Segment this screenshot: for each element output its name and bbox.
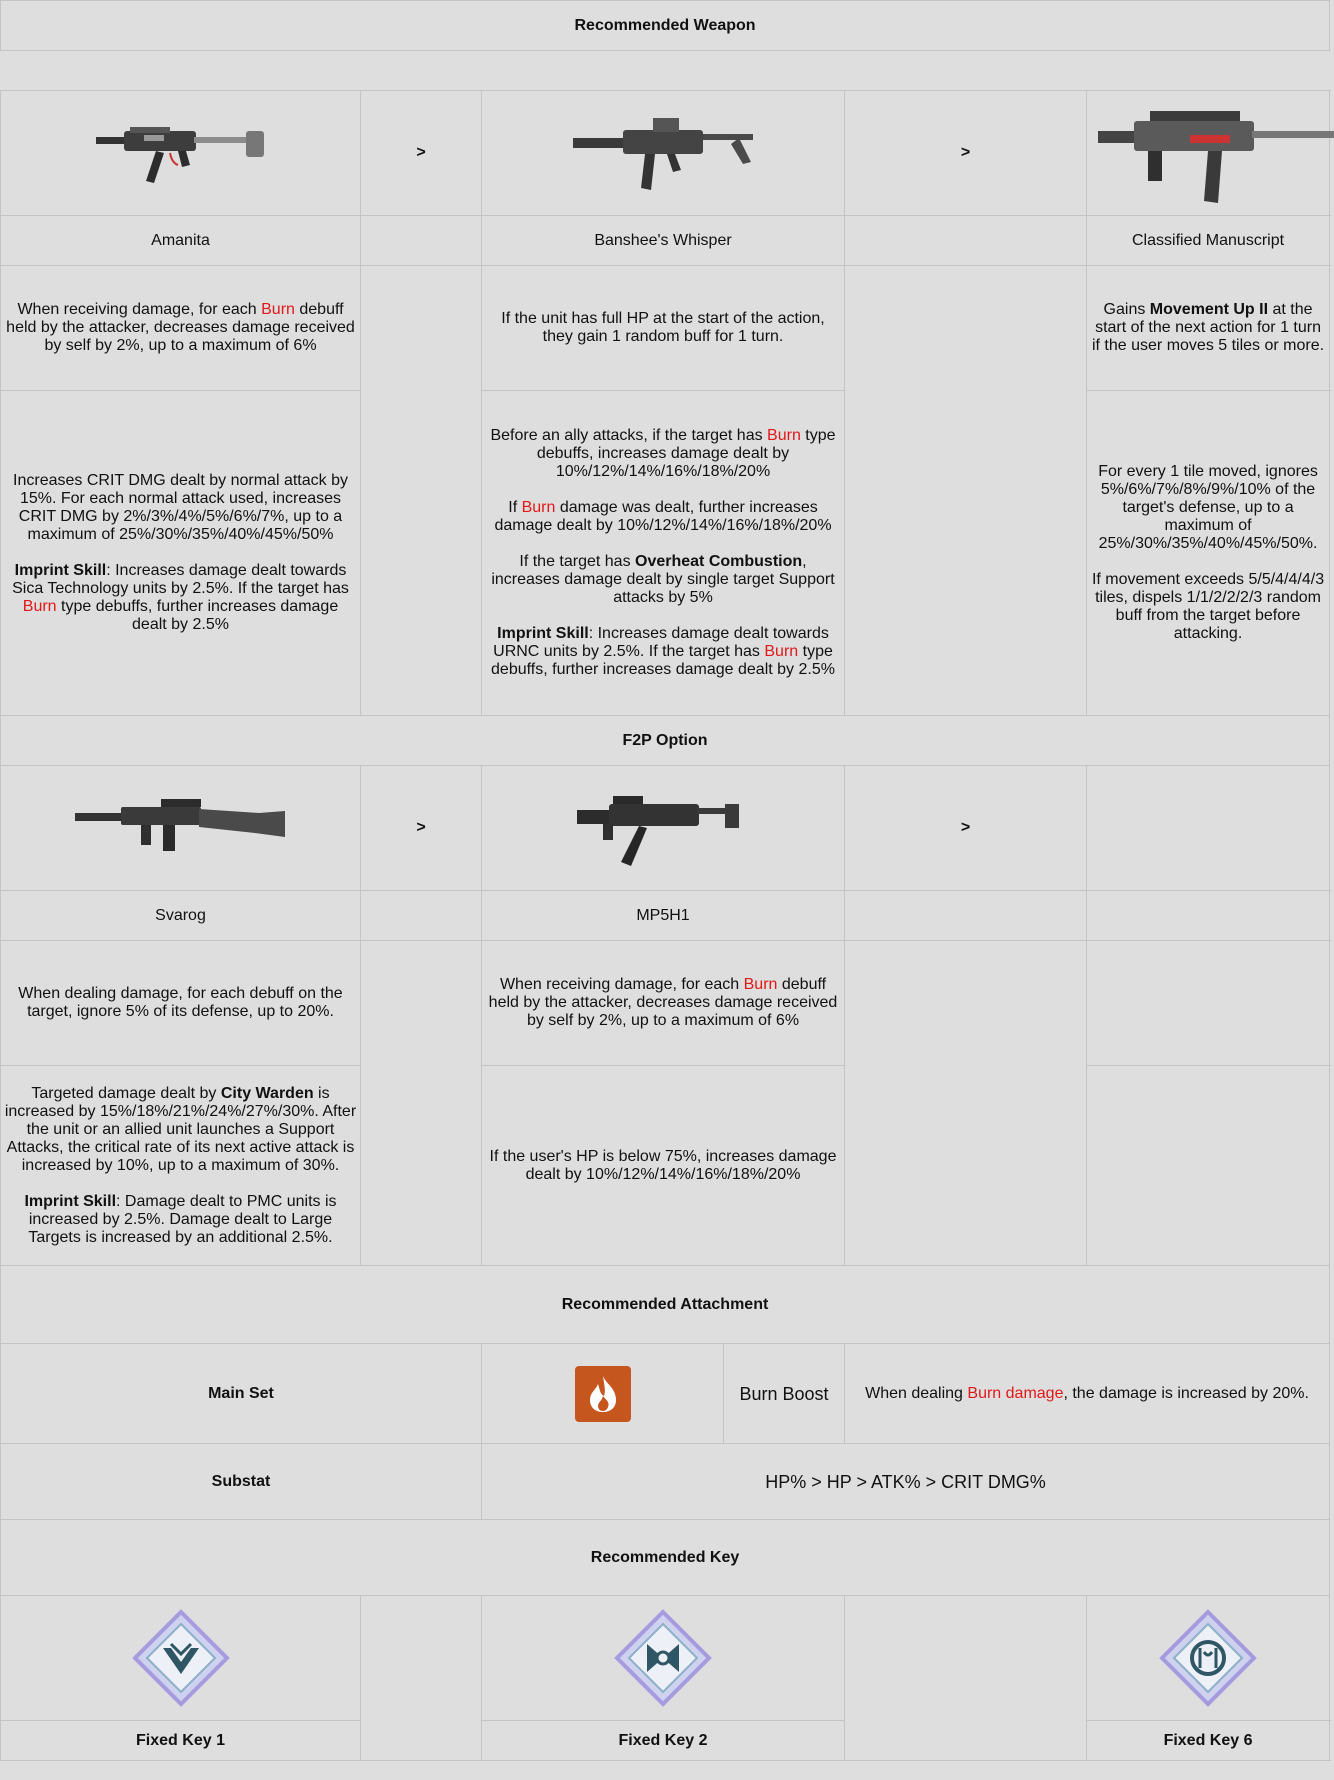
amanita-skill: Increases CRIT DMG dealt by normal attack by 15%. For each normal attack used, increases CRIT DMG by 2%/3%/4%/5%/6%/7%, up to a maximum of 25%/30%/35%/40%/45%/50% Imprint Skill: Increases damage dealt towards Sica Technology units by 2.5%. If the target has Burn type debuffs, further increases damage dealt by 2.5% [1, 391, 361, 716]
empty-cell [361, 216, 482, 266]
smg-manuscript-icon [1090, 101, 1334, 206]
smg-amanita-icon [86, 113, 276, 193]
key-image-1 [1, 1596, 361, 1721]
manuscript-skill: For every 1 tile moved, ignores 5%/6%/7%/8%/9%/10% of the target's defense, up to a maximum of 25%/30%/35%/40%/45%/50%. If movement exceeds 5/5/4/4/4/3 tiles, dispels 1/1/2/2/2/3 random buff from the target before attacking. [1087, 391, 1330, 716]
section-title-recommended-weapon: Recommended Weapon [1, 1, 1330, 51]
svarog-passive: When dealing damage, for each debuff on the target, ignore 5% of its defense, up to 20%. [1, 941, 361, 1066]
arrow-4: > [845, 766, 1087, 891]
weapon-name-mp5h1: MP5H1 [482, 891, 845, 941]
weapon-name-banshees-whisper: Banshee's Whisper [482, 216, 845, 266]
weapon-name-svarog: Svarog [1, 891, 361, 941]
substat-value: HP% > HP > ATK% > CRIT DMG% [482, 1444, 1330, 1520]
weapon-image-svarog [1, 766, 361, 891]
arrow-3: > [361, 766, 482, 891]
mp5h1-skill: If the user's HP is below 75%, increases damage dealt by 10%/12%/14%/16%/18%/20% [482, 1066, 845, 1266]
mp5h1-passive: When receiving damage, for each Burn debuff held by the attacker, decreases damage received by self by 2%, up to a maximum of 6% [482, 941, 845, 1066]
weapon-image-amanita [1, 91, 361, 216]
manuscript-passive: Gains Movement Up II at the start of the next action for 1 turn if the user moves 5 tiles or more. [1087, 266, 1330, 391]
weapon-name-amanita: Amanita [1, 216, 361, 266]
empty-cell [845, 216, 1087, 266]
empty-cell [361, 1596, 482, 1761]
set-name: Burn Boost [724, 1344, 845, 1444]
key-image-3 [1087, 1596, 1330, 1721]
svarog-skill: Targeted damage dealt by City Warden is increased by 15%/18%/21%/24%/27%/30%. After the unit or an allied unit launches a Support Attacks, the critical rate of its next active attack is increased by 10%, up to a maximum of 30%. Imprint Skill: Damage dealt to PMC units is increased by 2.5%. Damage dealt to Large Targets is increased by an additional 2.5%. [1, 1066, 361, 1266]
smg-mp5h1-icon [573, 788, 753, 868]
empty-cell [361, 941, 482, 1266]
key-image-2 [482, 1596, 845, 1721]
fire-icon [575, 1366, 631, 1422]
empty-cell [1087, 891, 1330, 941]
section-title-f2p-option: F2P Option [1, 716, 1330, 766]
empty-cell [1087, 766, 1330, 891]
key-2-icon [613, 1608, 713, 1708]
banshee-skill: Before an ally attacks, if the target has Burn type debuffs, increases damage dealt by 10%/12%/14%/16%/18%/20% If Burn damage was dealt, further increases damage dealt by 10%/12%/14%/16%/18%/20% If the target has Overheat Combustion, increases damage dealt by single target Support attacks by 5% Imprint Skill: Increases damage dealt towards URNC units by 2.5%. If the target has Burn type debuffs, further increases damage dealt by 2.5% [482, 391, 845, 716]
section-title-recommended-key: Recommended Key [1, 1520, 1330, 1596]
empty-cell [361, 266, 482, 716]
empty-cell [845, 941, 1087, 1266]
empty-cell [1087, 941, 1330, 1066]
burn-keyword: Burn [261, 301, 295, 318]
empty-cell [361, 891, 482, 941]
key-6-icon [1158, 1608, 1258, 1708]
section-title-recommended-attachment: Recommended Attachment [1, 1266, 1330, 1344]
empty-cell [1087, 1066, 1330, 1266]
empty-cell [845, 891, 1087, 941]
set-icon-cell [482, 1344, 724, 1444]
spacer-row [1, 51, 1330, 91]
banshee-passive: If the unit has full HP at the start of the action, they gain 1 random buff for 1 turn. [482, 266, 845, 391]
arrow-2: > [845, 91, 1087, 216]
substat-label: Substat [1, 1444, 482, 1520]
key-1-icon [131, 1608, 231, 1708]
key-name-3: Fixed Key 6 [1087, 1721, 1330, 1761]
empty-cell [845, 266, 1087, 716]
empty-cell [845, 1596, 1087, 1761]
rifle-svarog-icon [71, 793, 291, 863]
weapon-image-classified-manuscript [1087, 91, 1330, 216]
amanita-passive: When receiving damage, for each Burn debuff held by the attacker, decreases damage received by self by 2%, up to a maximum of 6% [1, 266, 361, 391]
weapon-image-mp5h1 [482, 766, 845, 891]
set-description: When dealing Burn damage, the damage is increased by 20%. [845, 1344, 1330, 1444]
key-name-1: Fixed Key 1 [1, 1721, 361, 1761]
weapon-name-classified-manuscript: Classified Manuscript [1087, 216, 1330, 266]
weapon-image-banshees-whisper [482, 91, 845, 216]
main-set-label: Main Set [1, 1344, 482, 1444]
key-name-2: Fixed Key 2 [482, 1721, 845, 1761]
arrow-1: > [361, 91, 482, 216]
smg-banshee-icon [563, 108, 763, 198]
